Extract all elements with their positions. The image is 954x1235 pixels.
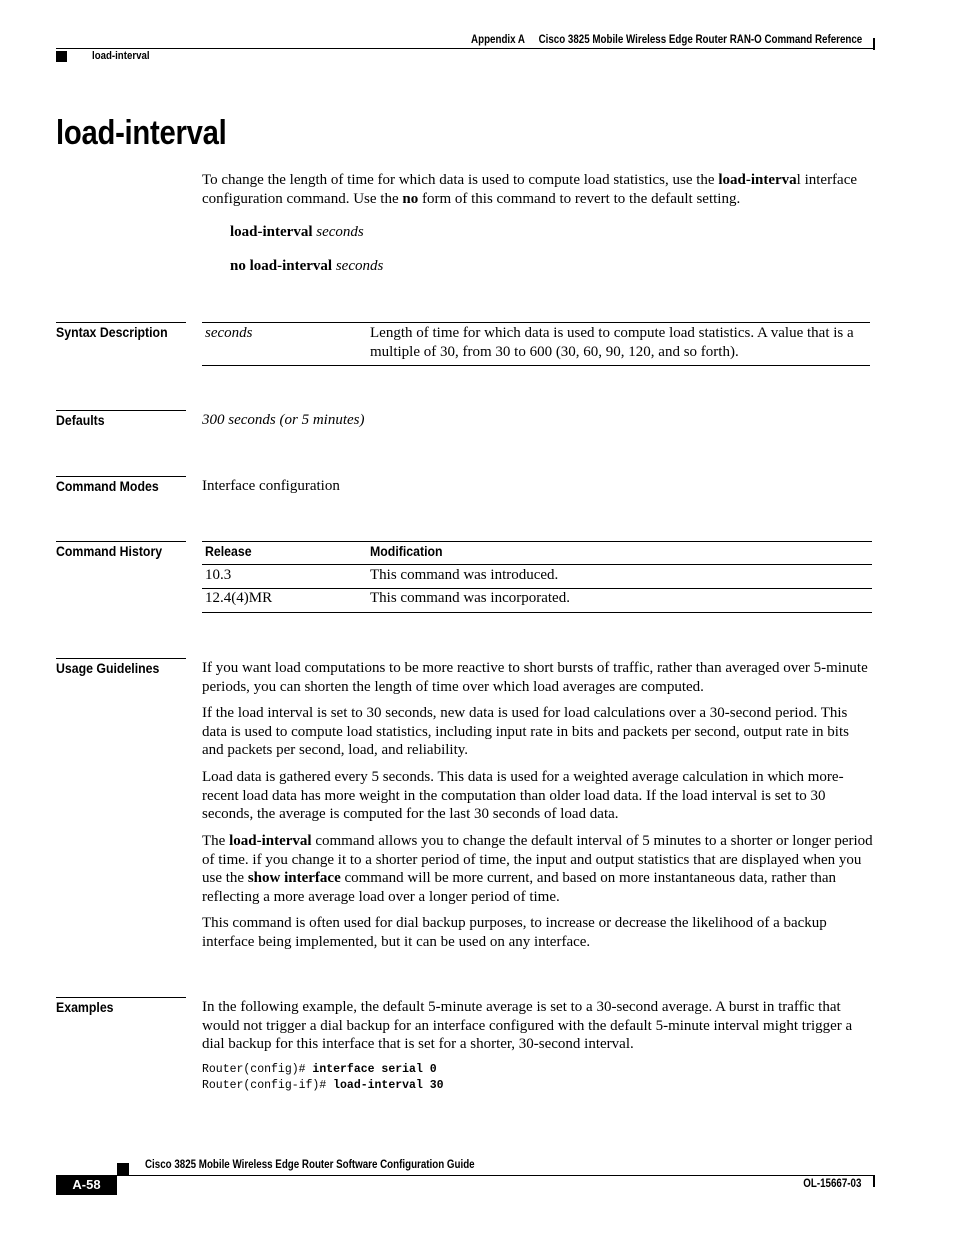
code-prompt-2: Router(config-if)# [202, 1079, 334, 1092]
syntax-description-rule [56, 322, 186, 323]
examples-rule [56, 997, 186, 998]
syntax-no-command: no load-interval [230, 258, 333, 274]
usage-guidelines-rule [56, 658, 186, 659]
header-section: load-interval [92, 50, 150, 62]
history-col-release: Release [205, 543, 252, 559]
examples-heading: Examples [56, 999, 114, 1015]
syntax-line-2 [230, 258, 383, 275]
usage-paragraph-3: Load data is gathered every 5 seconds. This data is used for a weighted average calculation in which more-recent load data has more weight in the computation than older load data. If the load interval is set to 30 seconds, the average is computed for the last 30 seconds of load data. [202, 769, 844, 823]
intro-no-keyword: no [402, 190, 419, 207]
usage-paragraph-5: This command is often used for dial backup purposes, to increase or decrease the likelihood of a backup interface being implemented, but it can be used on any interface. [202, 915, 827, 950]
history-row-1-release: 10.3 [205, 567, 232, 583]
syntax-description-heading: Syntax Description [56, 324, 168, 340]
usage-guidelines-heading: Usage Guidelines [56, 660, 160, 676]
footer-tick [873, 1175, 875, 1187]
history-table-top-rule [202, 541, 872, 542]
code-line-2 [202, 1079, 444, 1092]
footer-page-number: A-58 [56, 1175, 117, 1195]
intro-command: load-interva [718, 172, 797, 188]
usage-p4-command-1: load-interval [229, 833, 312, 849]
code-command-2: load-interval 30 [333, 1079, 444, 1092]
intro-text-1: To change the length of time for which data is used to compute load statistics, use the [202, 172, 719, 188]
command-history-heading: Command History [56, 543, 163, 559]
command-history-rule [56, 541, 186, 542]
usage-paragraph-4 [202, 832, 874, 906]
syntax-table-top-rule [202, 322, 870, 323]
footer-rule [117, 1175, 875, 1176]
header-book-title: Cisco 3825 Mobile Wireless Edge Router RAN-O Command Reference [538, 34, 862, 46]
code-line-1 [202, 1063, 437, 1076]
usage-p4-text-2: command allows you to change the default interval of 5 minutes to a shorter or longer period of time. if you change it to a shorter period of time, the input and output statistics that are displayed when you use the [202, 833, 873, 887]
footer-guide-title: Cisco 3825 Mobile Wireless Edge Router Software Configuration Guide [145, 1159, 475, 1171]
history-row-2-modification: This command was incorporated. [370, 590, 570, 606]
history-table-bottom-rule [202, 612, 872, 613]
usage-paragraph-1: If you want load computations to be more reactive to short bursts of traffic, rather than averaged over 5-minute periods, you can shorten the length of time over which load averages are computed. [202, 660, 868, 695]
intro-text-2: l interface configuration command. Use the [202, 172, 858, 207]
page-title: load-interval [56, 114, 227, 152]
running-header [471, 34, 862, 46]
code-prompt-1: Router(config)# [202, 1063, 313, 1076]
defaults-text [202, 411, 874, 430]
history-col-modification: Modification [370, 543, 443, 559]
intro-paragraph [202, 171, 874, 208]
usage-p4-text-1: The [202, 833, 230, 849]
header-marker [56, 51, 67, 62]
history-header-rule [202, 564, 872, 565]
history-row-2-release: 12.4(4)MR [205, 590, 273, 606]
command-modes-text: Interface configuration [202, 478, 340, 494]
syntax-line-1 [230, 224, 364, 241]
command-modes-heading: Command Modes [56, 478, 159, 494]
syntax-no-argument: seconds [335, 258, 384, 274]
syntax-param-text: seconds [205, 325, 253, 341]
defaults-heading: Defaults [56, 412, 105, 428]
syntax-argument: seconds [316, 224, 364, 240]
syntax-param [205, 324, 253, 343]
command-modes-rule [56, 476, 186, 477]
usage-paragraph-2: If the load interval is set to 30 seconds, new data is used for load calculations over a 30-second period. This data is used to compute load statistics, including input rate in bits and packets per second, output rate in bits and packets per second, load, and reliability. [202, 705, 849, 759]
footer-doc-number: OL-15667-03 [802, 1178, 861, 1190]
header-appendix: Appendix A [470, 34, 525, 46]
defaults-value: 300 seconds (or 5 minutes) [202, 412, 365, 428]
header-rule [56, 48, 874, 49]
header-tick [873, 38, 875, 50]
syntax-param-description: Length of time for which data is used to compute load statistics. A value that is a multiple of 30, from 30 to 600 (30, 60, 90, 120, and so forth). [370, 325, 854, 360]
footer-marker [117, 1163, 129, 1175]
usage-p4-text-3: command will be more current, and based on more instantaneous data, rather than reflecting a more average load over a longer period of time. [202, 870, 836, 905]
usage-p4-command-2: show interface [247, 870, 341, 887]
examples-paragraph: In the following example, the default 5-minute average is set to a 30-second average. A burst in traffic that would not trigger a dial backup for an interface configured with the default 5-minute interval might trigger a dial backup for this interface that is set for a shorter, 30-second interval. [202, 999, 853, 1053]
defaults-rule [56, 410, 186, 411]
intro-text-3: form of this command to revert to the default setting. [418, 190, 741, 207]
syntax-table-bottom-rule [202, 365, 870, 366]
syntax-command: load-interval [230, 224, 313, 240]
code-command-1: interface serial 0 [312, 1063, 437, 1076]
history-row-1-modification: This command was introduced. [370, 567, 559, 583]
